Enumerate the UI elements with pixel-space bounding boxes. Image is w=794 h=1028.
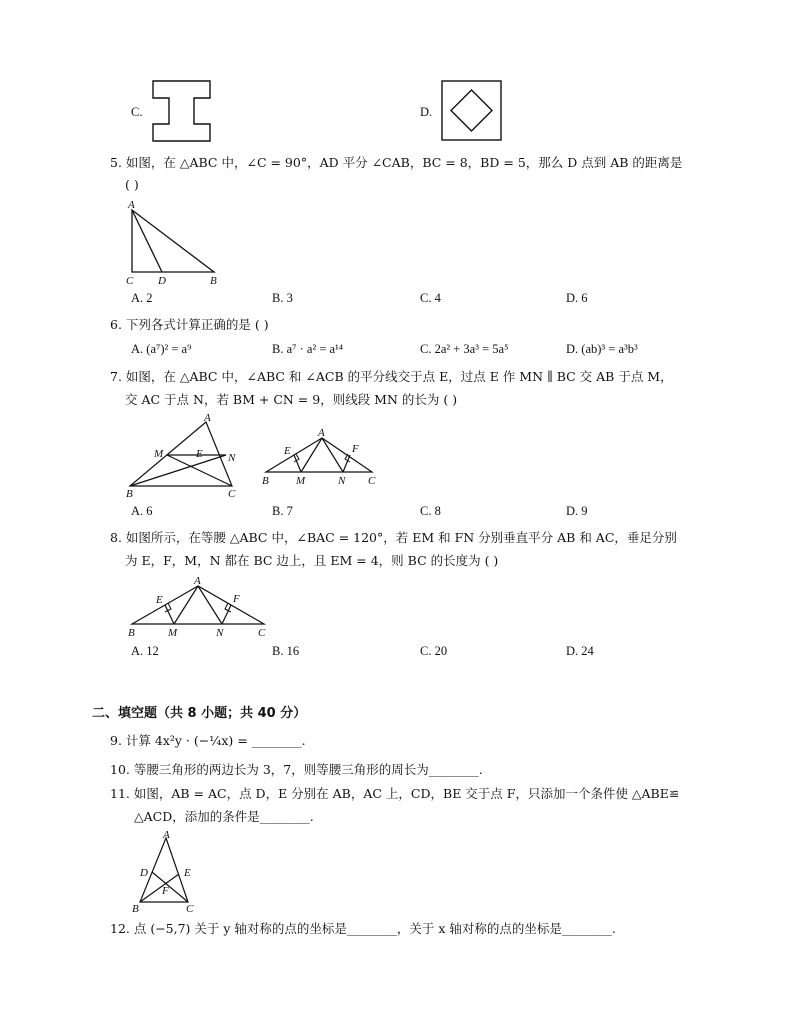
inner-diamond	[451, 90, 492, 131]
q5-triangle-figure	[120, 198, 230, 288]
q8-label-e: E	[156, 594, 163, 606]
q7-figure-1	[120, 412, 250, 500]
q5-label-b: B	[210, 275, 217, 287]
q7-option-a: A. 6	[131, 504, 153, 518]
q7-option-c: C. 8	[420, 504, 441, 518]
q7-option-d: D. 9	[566, 504, 588, 518]
q7-fig2-em	[294, 455, 301, 472]
q8-fn	[222, 605, 231, 624]
q5-label-d: D	[158, 275, 166, 287]
q8-option-c: C. 20	[420, 644, 448, 658]
q7-fig1-label-c: C	[228, 488, 236, 500]
q8-option-b: B. 16	[272, 644, 300, 658]
q5-option-a: A. 2	[131, 291, 153, 305]
q5-bisector-ad	[132, 210, 162, 272]
q7-fig1-label-e: E	[196, 448, 203, 460]
q8-label-a: A	[194, 575, 201, 587]
option-d-label: D.	[420, 105, 433, 119]
q7-fig2-an	[322, 438, 343, 472]
q6-option-b: B. a⁷ · a² = a¹⁴	[272, 342, 344, 356]
q7-fig1-label-b: B	[126, 488, 133, 500]
q12-text: 12. 点 (−5,7) 关于 y 轴对称的点的坐标是________，关于 x 轴对称的点的坐标是________.	[110, 921, 616, 936]
q11-label-e: E	[184, 867, 191, 879]
q8-label-b: B	[128, 627, 135, 639]
q5-label-c: C	[126, 275, 134, 287]
q5-triangle-abc	[132, 210, 214, 272]
q6-option-c: C. 2a² + 3a³ = 5a⁵	[420, 342, 509, 356]
q7-stem-line1: 7. 如图，在 △ABC 中，∠ABC 和 ∠ACB 的平分线交于点 E，过点 E 作 MN ∥ BC 交 AB 于点 M，	[110, 369, 673, 384]
q8-triangle	[132, 586, 264, 624]
q8-em	[165, 605, 174, 624]
q11-stem-line1: 11. 如图，AB = AC，点 D，E 分别在 AB，AC 上，CD，BE 交于点 F，只添加一个条件使 △ABE≌	[110, 786, 680, 801]
i-beam-outline	[153, 81, 210, 141]
q11-label-d: D	[140, 867, 148, 879]
q6-stem: 6. 下列各式计算正确的是 ( )	[110, 317, 269, 332]
q7-fig2-label-e: E	[284, 445, 291, 457]
q5-option-b: B. 3	[272, 291, 293, 305]
q11-label-c: C	[186, 903, 194, 914]
q7-fig2-label-n: N	[338, 475, 346, 487]
q5-option-d: D. 6	[566, 291, 588, 305]
q7-fig1-label-n: N	[228, 452, 236, 464]
q7-fig2-am	[301, 438, 322, 472]
q7-fig1-triangle	[130, 422, 232, 486]
q8-option-a: A. 12	[131, 644, 159, 658]
q7-fig2-label-a: A	[318, 427, 325, 439]
q8-stem-line1: 8. 如图所示，在等腰 △ABC 中，∠BAC = 120°，若 EM 和 FN 分别垂直平分 AB 和 AC，垂足分别	[110, 530, 677, 545]
q8-label-f: F	[233, 593, 240, 605]
q11-label-f: F	[162, 885, 169, 897]
q8-am	[174, 586, 198, 624]
q7-stem-line2: 交 AC 于点 N，若 BM + CN = 9，则线段 MN 的长为 ( )	[125, 392, 458, 407]
q7-fig2-label-f: F	[352, 443, 359, 455]
section-2-title: 二、填空题（共 8 小题；共 40 分）	[92, 706, 307, 721]
q5-stem-line2: ( )	[125, 177, 139, 192]
q5-label-a: A	[128, 199, 135, 211]
q8-label-n: N	[216, 627, 224, 639]
q10-text: 10. 等腰三角形的两边长为 3，7，则等腰三角形的周长为________.	[110, 762, 483, 777]
q7-fig2-label-m: M	[296, 475, 306, 487]
q11-figure	[128, 830, 202, 914]
q8-an	[198, 586, 222, 624]
q7-fig2-label-c: C	[368, 475, 376, 487]
q9-text: 9. 计算 4x²y · (−¼x) = ________.	[110, 733, 306, 748]
q7-option-b: B. 7	[272, 504, 293, 518]
q11-label-a: A	[163, 830, 170, 841]
q7-fig1-label-m: M	[154, 448, 164, 460]
q8-option-d: D. 24	[566, 644, 594, 658]
square-diamond-figure	[441, 80, 503, 142]
q7-fig1-label-a: A	[204, 412, 211, 424]
i-beam-shape-figure	[152, 80, 212, 142]
q6-option-a: A. (a⁷)² = a⁹	[131, 342, 192, 356]
q8-figure	[124, 574, 274, 642]
q8-label-c: C	[258, 627, 266, 639]
q8-stem-line2: 为 E，F，M，N 都在 BC 边上，且 EM = 4，则 BC 的长度为 ( )	[125, 553, 499, 568]
q11-stem-line2: △ACD，添加的条件是________.	[134, 809, 314, 824]
q8-label-m: M	[168, 627, 178, 639]
q7-fig2-fn	[343, 455, 350, 472]
q7-fig2-label-b: B	[262, 475, 269, 487]
option-c-label: C.	[131, 105, 143, 119]
q5-stem-line1: 5. 如图，在 △ABC 中，∠C = 90°，AD 平分 ∠CAB，BC = 8，BD = 5，那么 D 点到 AB 的距离是	[110, 155, 683, 170]
q5-option-c: C. 4	[420, 291, 441, 305]
q6-option-d: D. (ab)³ = a³b³	[566, 342, 638, 356]
q7-figure-2	[258, 426, 388, 488]
q11-label-b: B	[132, 903, 139, 914]
